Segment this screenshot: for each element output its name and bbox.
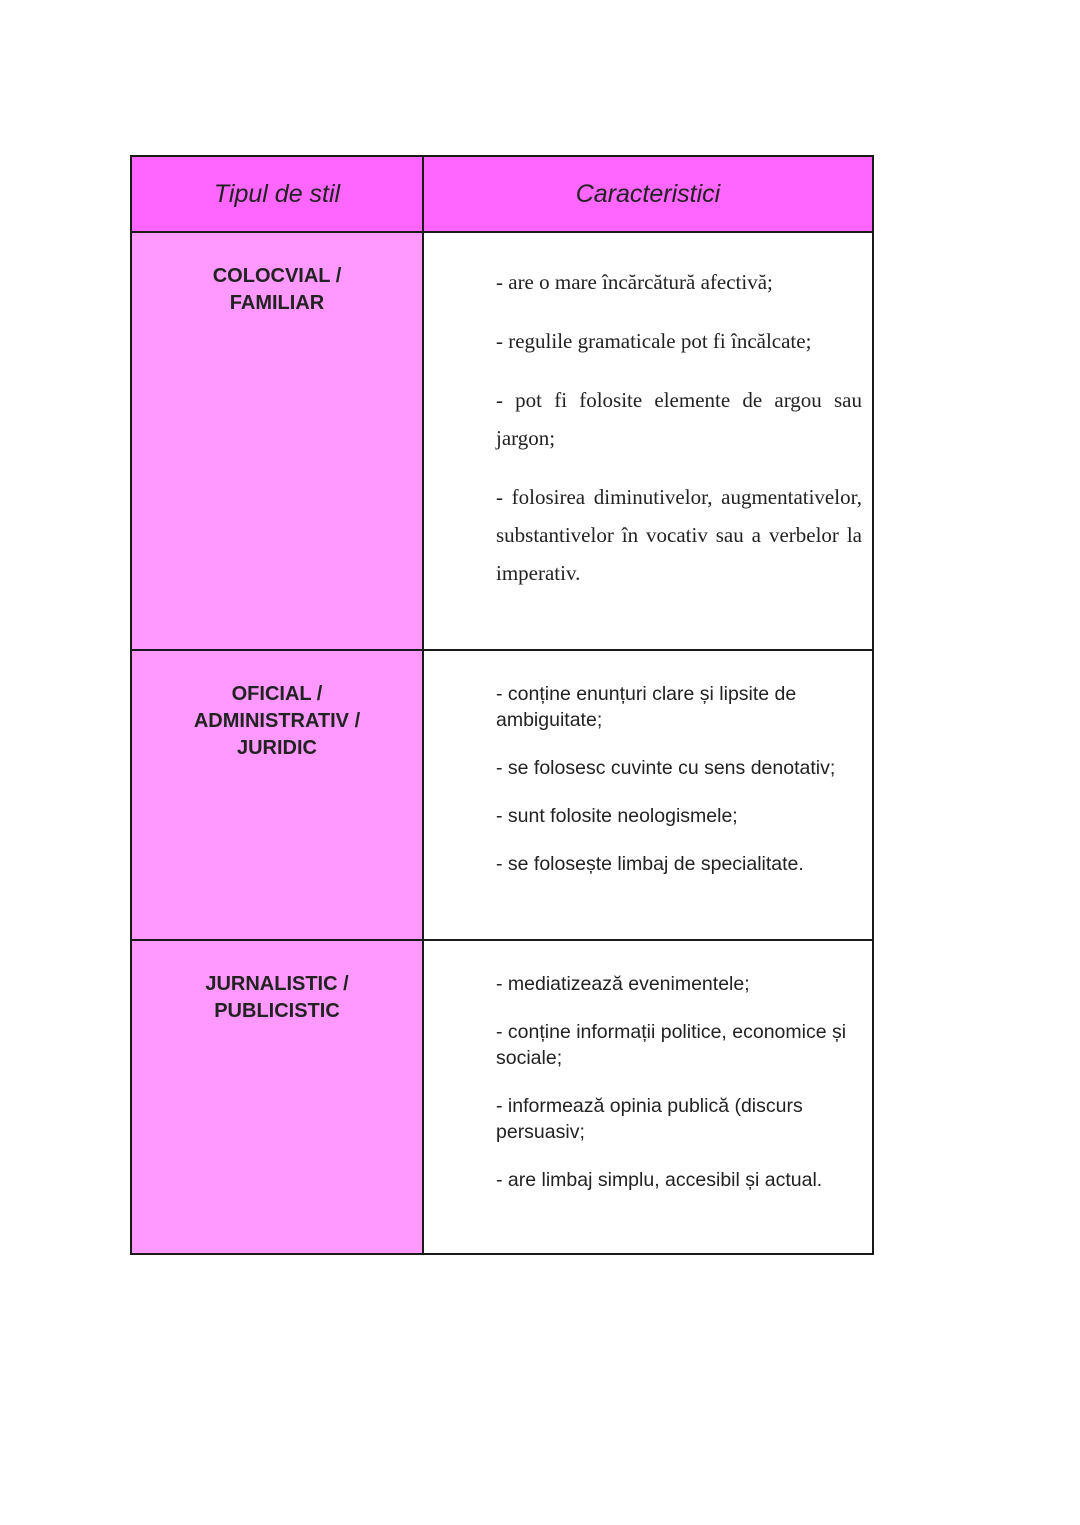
- header-type-cell: Tipul de stil: [131, 156, 423, 232]
- characteristics-cell: [423, 940, 873, 1254]
- characteristic-item: - pot fi folosite elemente de argou sau jargon;: [496, 388, 862, 450]
- table-row: [131, 650, 873, 940]
- style-type-cell: [131, 650, 423, 940]
- characteristic-item: - folosirea diminutivelor, augmentativelor, substantivelor în vocativ sau a verbelor la imperativ.: [496, 485, 862, 585]
- style-type-cell: [131, 232, 423, 650]
- table-row: [131, 940, 873, 1254]
- characteristic-item: - are limbaj simplu, accesibil și actual.: [496, 1169, 823, 1191]
- table-row: [131, 232, 873, 650]
- styles-table: [130, 155, 874, 1255]
- characteristic-item: - conține enunțuri clare și lipsite de ambiguitate;: [496, 683, 797, 731]
- style-type-line: ADMINISTRATIV /: [193, 710, 361, 732]
- characteristic-item: - se folosește limbaj de specialitate.: [496, 853, 804, 875]
- style-type-line: FAMILIAR: [229, 292, 325, 314]
- style-type-line: PUBLICISTIC: [214, 1000, 340, 1022]
- style-type-line: JURNALISTIC /: [205, 973, 349, 995]
- style-type-line: JURIDIC: [236, 737, 317, 759]
- style-type-line: OFICIAL /: [231, 683, 323, 705]
- characteristic-item: - se folosesc cuvinte cu sens denotativ;: [496, 757, 836, 779]
- characteristic-item: - conține informații politice, economice și sociale;: [496, 1021, 847, 1069]
- style-type-cell: [131, 940, 423, 1254]
- style-type-line: COLOCVIAL /: [212, 265, 342, 287]
- characteristics-cell: [423, 650, 873, 940]
- characteristics-cell: [423, 232, 873, 650]
- characteristic-item: - sunt folosite neologismele;: [496, 805, 738, 827]
- characteristic-item: - informează opinia publică (discurs persuasiv;: [496, 1095, 803, 1143]
- header-characteristics-cell: Caracteristici: [423, 156, 873, 232]
- header-row: [131, 156, 873, 232]
- characteristic-item: - mediatizează evenimentele;: [496, 973, 750, 995]
- characteristic-item: - regulile gramaticale pot fi încălcate;: [496, 329, 812, 353]
- characteristic-item: - are o mare încărcătură afectivă;: [496, 270, 773, 294]
